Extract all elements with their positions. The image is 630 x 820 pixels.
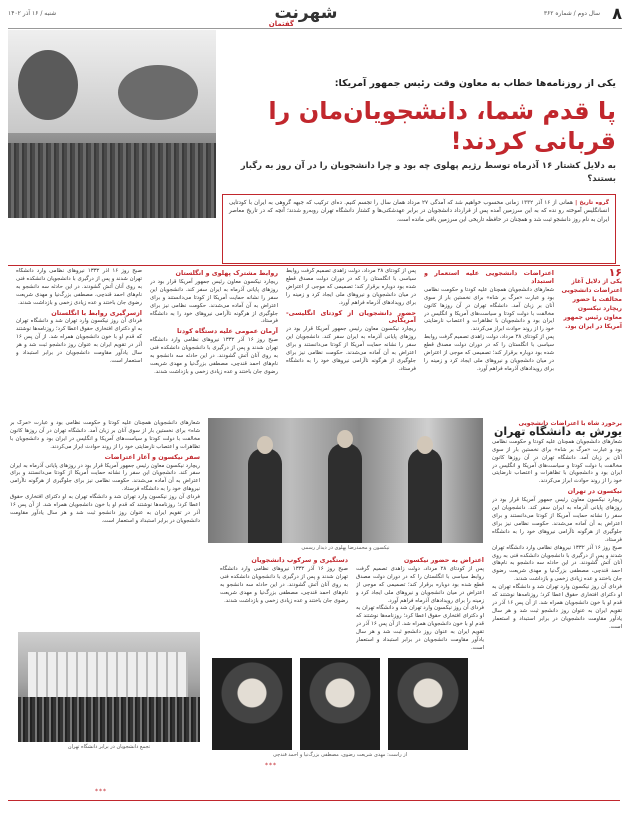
body-column-8 bbox=[10, 420, 200, 625]
bottom-border bbox=[8, 800, 620, 801]
body-paragraph: صبح روز ۱۶ آذر ۱۳۳۲ نیروهای نظامی وارد دانشگاه تهران شدند و پس از درگیری با دانشجویان دانشکده فنی به روی آنان آتش گشودند. در این حادثه سه دانشجو به نام‌های احمد قندچی، مصطفی بزرگ‌نیا و مهدی شریعت رضوی جان باختند و عده زیادی زخمی و بازداشت شدند. bbox=[16, 268, 142, 306]
body-paragraph: ریچارد نیکسون معاون رئیس جمهور آمریکا قرار بود در روزهای پایانی آذرماه به ایران سفر کند. دانشجویان این سفر را نشانه حمایت آمریکا از کودتا می‌دانستند و برای اعتراض به آن آماده می‌شدند. حکومت نظامی نیز برای جلوگیری از هرگونه ناآرامی نیروهای خود را به دانشگاه فرستاد. bbox=[150, 278, 278, 325]
issue-meta: سال دوم / شماره ۳۶۲ bbox=[543, 10, 600, 17]
portrait-photo bbox=[212, 658, 292, 750]
body-paragraph: شعارهای دانشجویان همچنان علیه کودتا و حکومت نظامی بود و عبارت «مرگ بر شاه» برای نخستین بار از سوی آنان بر زبان آمد. دانشگاه تهران در آن روزها کانون مخالفت با دولت کودتا و سیاست‌های آمریکا و انگلیس در ایران بود و دانشجویان با تظاهرات و اعتصاب نارضایتی خود را از روند حوادث ابراز می‌کردند. bbox=[492, 438, 622, 485]
lead-label: گروه تاریخ | bbox=[575, 200, 609, 206]
section-heading: دستگیری و سرکوب دانشجویان bbox=[251, 556, 348, 564]
body-paragraph: صبح روز ۱۶ آذر ۱۳۳۲ نیروهای نظامی وارد دانشگاه تهران شدند و پس از درگیری با دانشجویان دانشکده فنی به روی آنان آتش گشودند. در این حادثه سه دانشجو به نام‌های احمد قندچی، مصطفی بزرگ‌نیا و مهدی شریعت رضوی جان باختند و عده زیادی زخمی و بازداشت شدند. bbox=[492, 544, 622, 583]
article-subhead: به دلایل کشتار ۱۶ آذرماه توسط رژیم پهلوی چه بود و چرا دانشجویان را در آن روز به رگبار بستند؟ bbox=[240, 161, 616, 184]
body-paragraph: فردای آن روز نیکسون وارد تهران شد و دانشگاه تهران به او دکترای افتخاری حقوق اعطا کرد؛ روزنامه‌ها نوشتند که قدم او با خون دانشجویان همراه شد. از آن پس ۱۶ آذر در تقویم ایران به عنوان روز دانشجو ثبت شد و هر سال یادآور مقاومت دانشجویان در برابر استبداد و استعمار است. bbox=[492, 584, 622, 630]
portraits-caption: از راست: مهدی شریعت رضوی، مصطفی بزرگ‌نیا و احمد قندچی bbox=[272, 752, 408, 758]
body-column-6 bbox=[356, 555, 484, 655]
body-column-2 bbox=[286, 268, 416, 416]
date-meta: شنبه / ۱۶ آذر ۱۴۰۲ bbox=[8, 10, 57, 17]
sidebar-quote bbox=[560, 268, 622, 418]
body-paragraph: ریچارد نیکسون معاون رئیس جمهور آمریکا قرار بود در روزهای پایانی آذرماه به ایران سفر کند. دانشجویان این سفر را نشانه حمایت آمریکا از کودتا می‌دانستند و برای اعتراض به آن آماده می‌شدند. حکومت نظامی نیز برای جلوگیری از هرگونه ناآرامی نیروهای خود را به دانشگاه فرستاد. bbox=[10, 462, 200, 493]
nixon-shah-photo bbox=[208, 418, 483, 543]
article-headline: پا قدم شما، دانشجویان‌مان را قربانی کردند! bbox=[268, 97, 616, 155]
university-protest-photo bbox=[18, 632, 200, 742]
sidebar-text: یکی از دلایل آغاز اعتراضات دانشجویی مخالفت با حضور ریچارد نیکسون معاون رئیس جمهور آمریکا در ایران بود. bbox=[561, 278, 622, 330]
portrait-photo bbox=[388, 658, 468, 750]
portrait-photo bbox=[300, 658, 380, 750]
section-heading: نیکسون در تهران bbox=[567, 487, 622, 496]
logo-main: شهرنت bbox=[274, 3, 338, 23]
body-column-4 bbox=[16, 268, 142, 416]
sidebar-number: ۱۶ bbox=[608, 268, 622, 279]
page-number: ۸ bbox=[612, 4, 622, 23]
body-column-7 bbox=[220, 555, 348, 655]
body-paragraph: صبح روز ۱۶ آذر ۱۳۳۲ نیروهای نظامی وارد دانشگاه تهران شدند و پس از درگیری با دانشجویان دانشکده فنی به روی آنان آتش گشودند. در این حادثه سه دانشجو به نام‌های احمد قندچی، مصطفی بزرگ‌نیا و مهدی شریعت رضوی جان باختند و عده زیادی زخمی و بازداشت شدند. bbox=[150, 337, 278, 375]
article-lead bbox=[222, 194, 616, 264]
body-paragraph: ریچارد نیکسون معاون رئیس جمهور آمریکا قرار بود در روزهای پایانی آذرماه به ایران سفر کند. دانشجویان این سفر را نشانه حمایت آمریکا از کودتا می‌دانستند و برای اعتراض به آن آماده می‌شدند. حکومت نظامی نیز برای جلوگیری از هرگونه ناآرامی نیروهای خود را به دانشگاه فرستاد. bbox=[492, 497, 622, 543]
body-column-1 bbox=[424, 268, 554, 416]
divider-line bbox=[8, 265, 620, 266]
section-heading: سفر نیکسون و آغاز اعتراضات bbox=[104, 452, 200, 461]
body-paragraph: پس از کودتای ۲۸ مرداد، دولت زاهدی تصمیم گرفت روابط سیاسی با انگلستان را که در دوران دولت مصدق قطع شده بود دوباره برقرار کند؛ تصمیمی که موجی از اعتراض در میان دانشجویان و نیروهای ملی ایجاد کرد و زمینه را برای رویدادهای آذرماه فراهم آورد. bbox=[424, 334, 554, 372]
section-heading: آرمان عمومی علیه دستگاه کودتا bbox=[177, 327, 278, 336]
section-kicker: برخورد شاه با اعتراضات دانشجویی bbox=[518, 420, 622, 427]
body-paragraph: فردای آن روز نیکسون وارد تهران شد و دانشگاه تهران به او دکترای افتخاری حقوق اعطا کرد؛ روزنامه‌ها نوشتند که قدم او با خون دانشجویان همراه شد. از آن پس ۱۶ آذر در تقویم ایران به عنوان روز دانشجو ثبت شد و هر سال یادآور مقاومت دانشجویان در برابر استبداد و استعمار است. bbox=[10, 494, 200, 524]
body-paragraph: شعارهای دانشجویان همچنان علیه کودتا و حکومت نظامی بود و عبارت «مرگ بر شاه» برای نخستین بار از سوی آنان بر زبان آمد. دانشگاه تهران در آن روزها کانون مخالفت با دولت کودتا و سیاست‌های آمریکا و انگلیس در ایران بود و دانشجویان با تظاهرات و اعتصاب نارضایتی خود را از روند حوادث ابراز می‌کردند. bbox=[424, 286, 554, 333]
article-kicker: یکی از روزنامه‌ها خطاب به معاون وقت رئیس جمهور آمریکا: bbox=[334, 78, 616, 89]
logo-small: گفتمان bbox=[268, 20, 294, 28]
newspaper-logo bbox=[270, 5, 342, 27]
body-paragraph: صبح روز ۱۶ آذر ۱۳۳۲ نیروهای نظامی وارد دانشگاه تهران شدند و پس از درگیری با دانشجویان دانشکده فنی به روی آنان آتش گشودند. در این حادثه سه دانشجو به نام‌های احمد قندچی، مصطفی بزرگ‌نیا و مهدی شریعت رضوی جان باختند و عده زیادی زخمی و بازداشت شدند. bbox=[220, 565, 348, 604]
lead-text: همانی از ۱۶ آذر ۱۳۳۲ زمانی محسوب خواهیم شد که آمدگی ۲۷ مرداد همان سال را تجسم کنیم. ده‌ای ترکیب که جبهه گروهی به ایران با کودتایی انسانگلیس آموخته رو نده که به این سرزمین آمده پس از قرارداد دانشجویان در برابر عهدشکنی‌ها و کشتار دانشگاه تهران روبه‌رو شدند؛ آنچه که در تاریخ معاصر ایران به نام روز دانشجو ثبت شد و همچنان در حافظه تاریخی این سرزمین باقی مانده است. bbox=[229, 200, 609, 223]
protest-photo bbox=[8, 30, 216, 218]
body-paragraph: فردای آن روز نیکسون وارد تهران شد و دانشگاه تهران به او دکترای افتخاری حقوق اعطا کرد؛ روزنامه‌ها نوشتند که قدم او با خون دانشجویان همراه شد. از آن پس ۱۶ آذر در تقویم ایران به عنوان روز دانشجو ثبت شد و هر سال یادآور مقاومت دانشجویان در برابر استبداد و استعمار است. bbox=[16, 318, 142, 364]
page-header bbox=[8, 2, 622, 29]
body-paragraph: فردای آن روز نیکسون وارد تهران شد و دانشگاه تهران به او دکترای افتخاری حقوق اعطا کرد؛ روزنامه‌ها نوشتند که قدم او با خون دانشجویان همراه شد. از آن پس ۱۶ آذر در تقویم ایران به عنوان روز دانشجو ثبت شد و هر سال یادآور مقاومت دانشجویان در برابر استبداد و استعمار است. bbox=[356, 605, 484, 651]
section-heading: روابط مشترک پهلوی و انگلستان bbox=[175, 269, 278, 277]
body-column-3 bbox=[150, 268, 278, 416]
section-heading: ازسرگیری روابط با انگلستان bbox=[51, 308, 142, 317]
body-paragraph: شعارهای دانشجویان همچنان علیه کودتا و حکومت نظامی بود و عبارت «مرگ بر شاه» برای نخستین بار از سوی آنان بر زبان آمد. دانشگاه تهران در آن روزها کانون مخالفت با دولت کودتا و سیاست‌های آمریکا و انگلیس در ایران بود و دانشجویان با تظاهرات و اعتصاب نارضایتی خود را از روند حوادث ابراز می‌کردند. bbox=[10, 420, 200, 450]
section-heading: حضور دانشجویان از کودتای انگلیسی-آمریکایی bbox=[286, 308, 416, 325]
ornament: *** bbox=[265, 762, 277, 769]
body-paragraph: پس از کودتای ۲۸ مرداد، دولت زاهدی تصمیم گرفت روابط سیاسی با انگلستان را که در دوران دولت مصدق قطع شده بود دوباره برقرار کند؛ تصمیمی که موجی از اعتراض در میان دانشجویان و نیروهای ملی ایجاد کرد و زمینه را برای رویدادهای آذرماه فراهم آورد. bbox=[356, 565, 484, 604]
ornament: *** bbox=[95, 788, 107, 795]
section-heading: اعتراض به حضور نیکسون bbox=[403, 556, 484, 564]
body-paragraph: پس از کودتای ۲۸ مرداد، دولت زاهدی تصمیم گرفت روابط سیاسی با انگلستان را که در دوران دولت مصدق قطع شده بود دوباره برقرار کند؛ تصمیمی که موجی از اعتراض در میان دانشجویان و نیروهای ملی ایجاد کرد و زمینه را برای رویدادهای آذرماه فراهم آورد. bbox=[286, 268, 416, 306]
section-heading: اعتراضات دانشجویی علیه استعمار و استبداد bbox=[424, 269, 554, 285]
uni-photo-caption: تجمع دانشجویان در برابر دانشگاه تهران bbox=[67, 744, 151, 750]
body-column-5 bbox=[492, 420, 622, 720]
men-photo-caption: نیکسون و محمدرضا پهلوی در دیدار رسمی bbox=[301, 545, 390, 551]
section-title-raid: یورش به دانشگاه تهران bbox=[494, 424, 622, 438]
body-paragraph: ریچارد نیکسون معاون رئیس جمهور آمریکا قرار بود در روزهای پایانی آذرماه به ایران سفر کند. دانشجویان این سفر را نشانه حمایت آمریکا از کودتا می‌دانستند و برای اعتراض به آن آماده می‌شدند. حکومت نظامی نیز برای جلوگیری از هرگونه ناآرامی نیروهای خود را به دانشگاه فرستاد. bbox=[286, 326, 416, 372]
